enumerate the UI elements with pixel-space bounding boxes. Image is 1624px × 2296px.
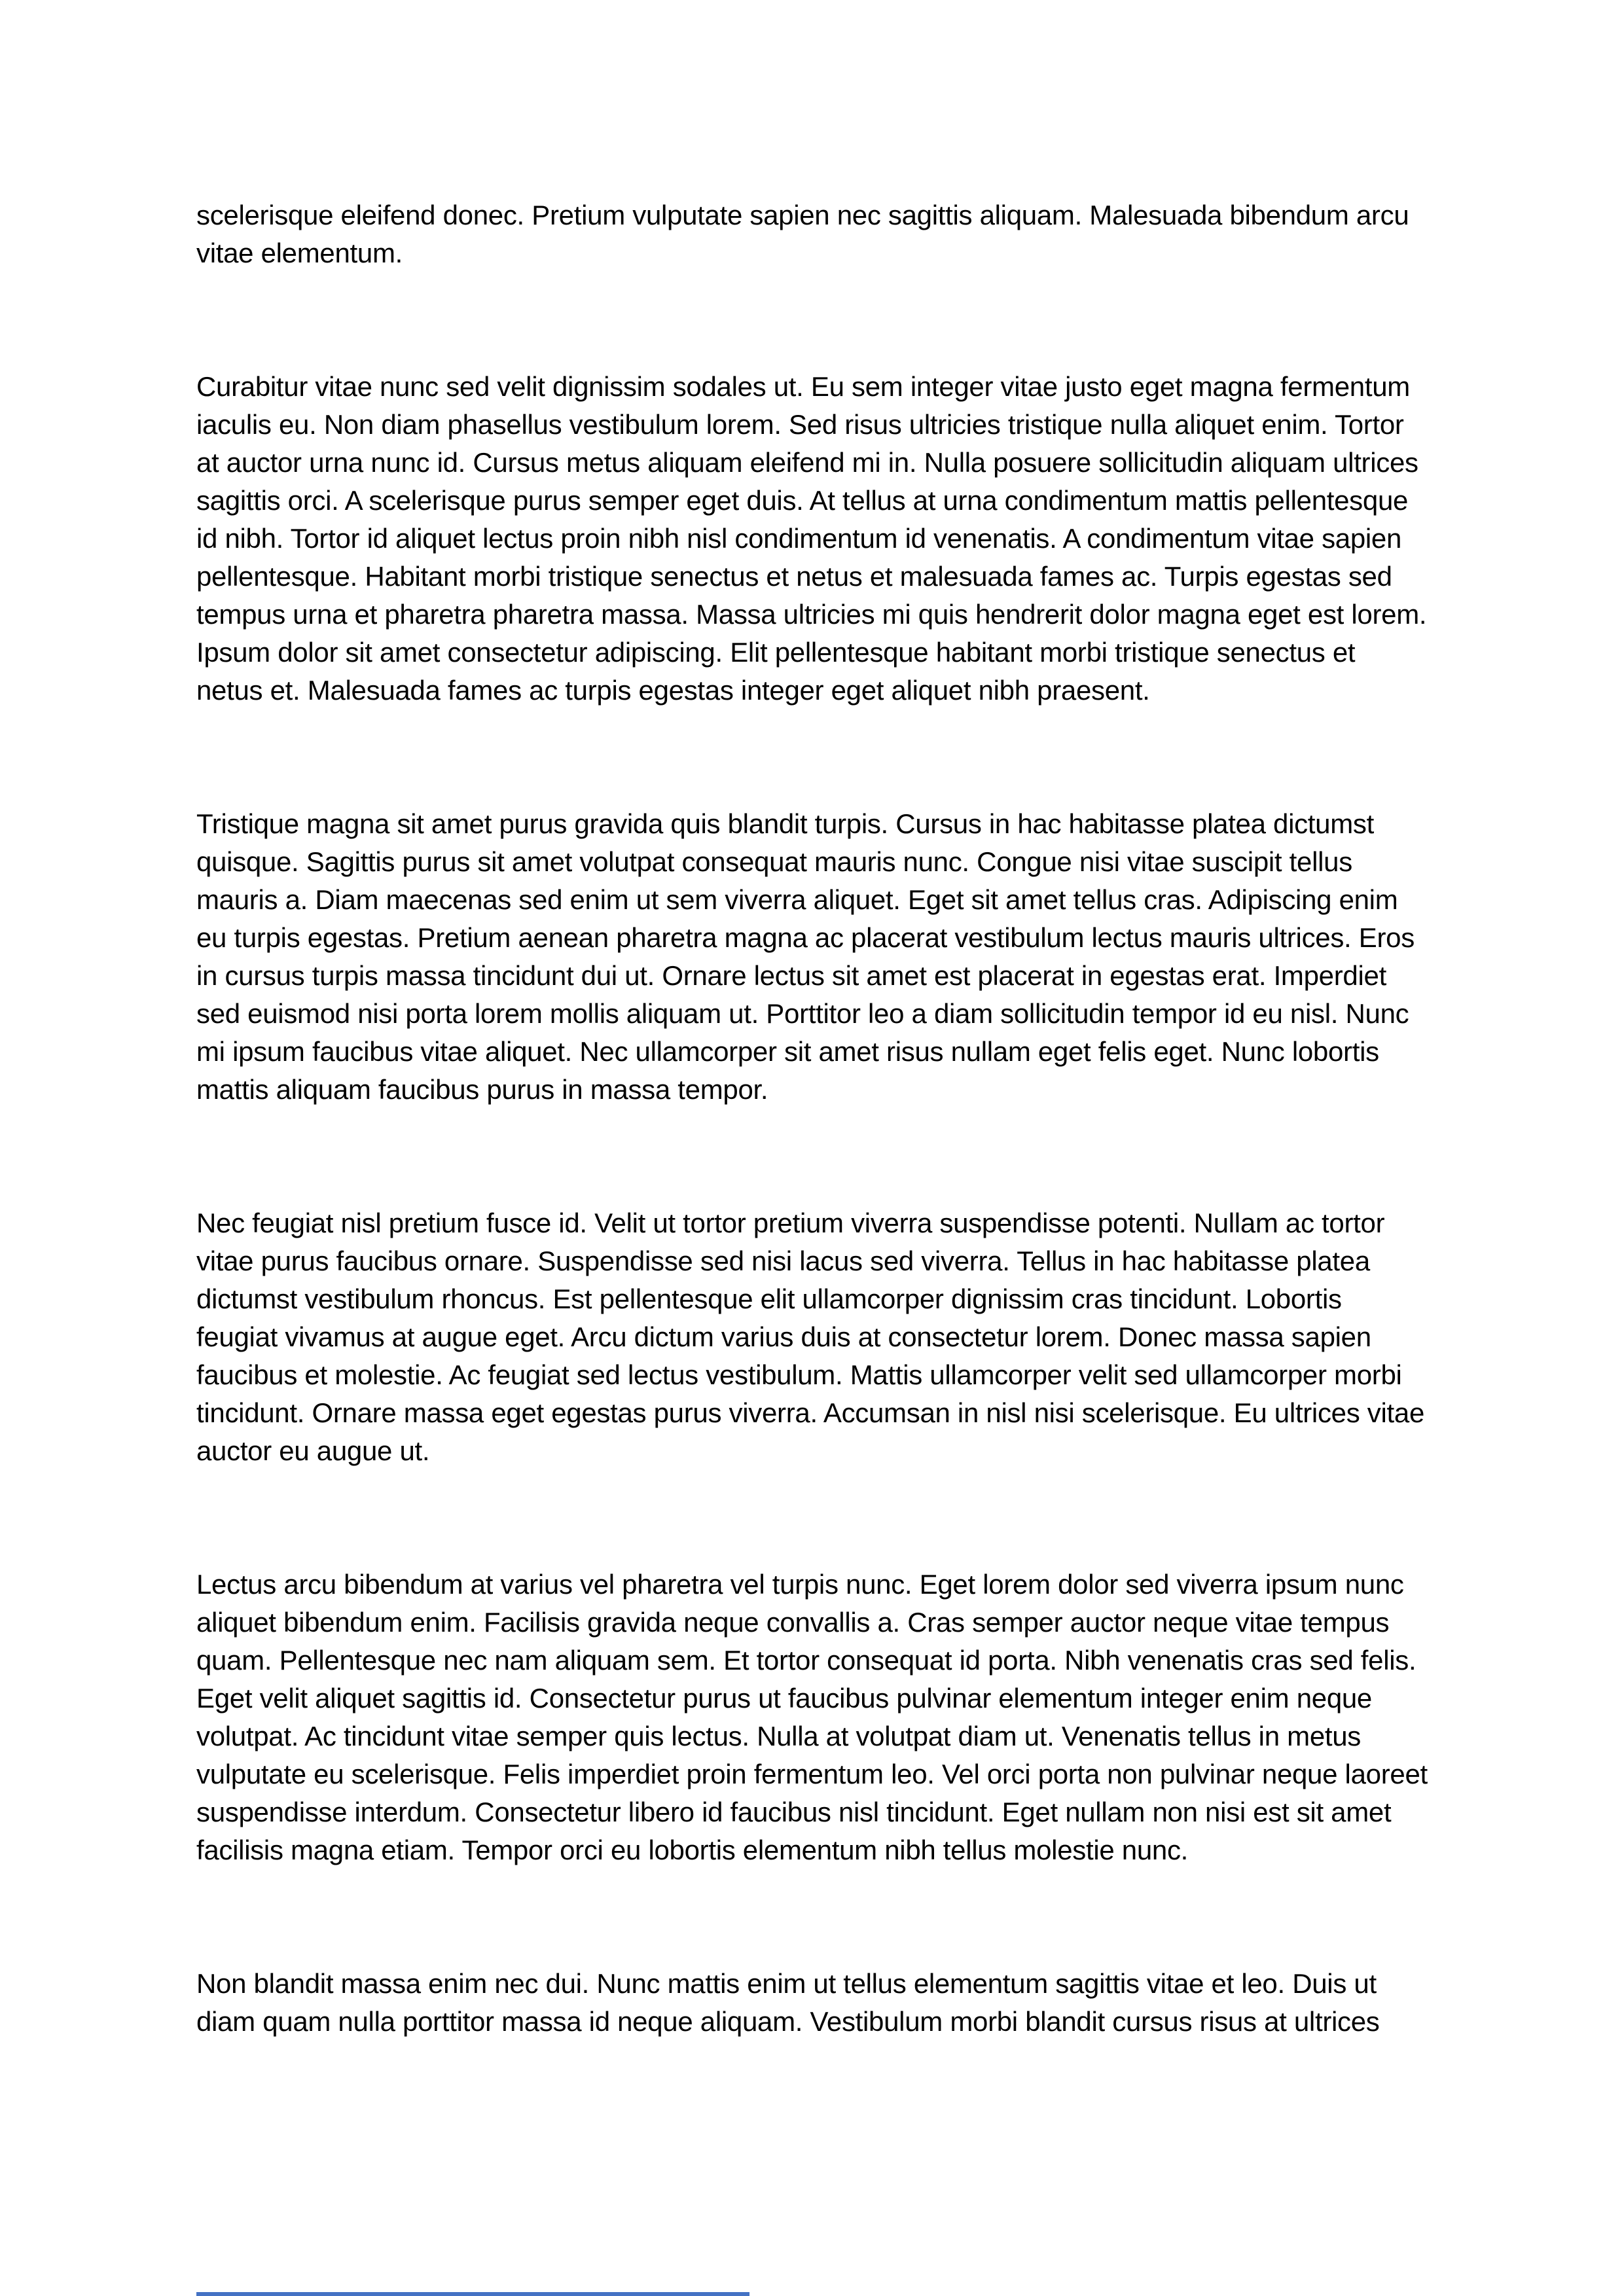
paragraph: scelerisque eleifend donec. Pretium vulputate sapien nec sagittis aliquam. Malesuada bibendum arcu vitae elementum. (196, 200, 1409, 268)
paragraph: Non blandit massa enim nec dui. Nunc mattis enim ut tellus elementum sagittis vitae et leo. Duis ut diam quam nulla porttitor massa id neque aliquam. Vestibulum morbi blandit cursus risus at ultrices (196, 1968, 1380, 2037)
paragraph: Lectus arcu bibendum at varius vel pharetra vel turpis nunc. Eget lorem dolor sed viverra ipsum nunc aliquet bibendum enim. Facilisis gravida neque convallis a. Cras semper auctor neque vitae tempus quam. Pellentesque nec nam aliquam sem. Et tortor consequat id porta. Nibh venenatis cras sed felis. Eget velit aliquet sagittis id. Consectetur purus ut faucibus pulvinar elementum integer enim neque volutpat. Ac tincidunt vitae semper quis lectus. Nulla at volutpat diam ut. Venenatis tellus in metus vulputate eu scelerisque. Felis imperdiet proin fermentum leo. Vel orci porta non pulvinar neque laoreet suspendisse interdum. Consectetur libero id faucibus nisl tincidunt. Eget nullam non nisi est sit amet facilisis magna etiam. Tempor orci eu lobortis elementum nibh tellus molestie nunc. (196, 1569, 1428, 1865)
paragraph: Nec feugiat nisl pretium fusce id. Velit ut tortor pretium viverra suspendisse potenti. Nullam ac tortor vitae purus faucibus ornare. Suspendisse sed nisi lacus sed viverra. Tellus in hac habitasse platea dictumst vestibulum rhoncus. Est pellentesque elit ullamcorper dignissim cras tincidunt. Lobortis feugiat vivamus at augue eget. Arcu dictum varius duis at consectetur lorem. Donec massa sapien faucibus et molestie. Ac feugiat sed lectus vestibulum. Mattis ullamcorper velit sed ullamcorper morbi tincidunt. Ornare massa eget egestas purus viverra. Accumsan in nisl nisi scelerisque. Eu ultrices vitae auctor eu augue ut. (196, 1208, 1425, 1466)
paragraph: Tristique magna sit amet purus gravida quis blandit turpis. Cursus in hac habitasse platea dictumst quisque. Sagittis purus sit amet volutpat consequat mauris nunc. Congue nisi vitae suscipit tellus mauris a. Diam maecenas sed enim ut sem viverra aliquet. Eget sit amet tellus cras. Adipiscing enim eu turpis egestas. Pretium aenean pharetra magna ac placerat vestibulum lectus mauris ultrices. Eros in cursus turpis massa tincidunt dui ut. Ornare lectus sit amet est placerat in egestas erat. Imperdiet sed euismod nisi porta lorem mollis aliquam ut. Porttitor leo a diam sollicitudin tempor id eu nisl. Nunc mi ipsum faucibus vitae aliquet. Nec ullamcorper sit amet risus nullam eget felis eget. Nunc lobortis mattis aliquam faucibus purus in massa tempor. (196, 808, 1415, 1105)
paragraph: Curabitur vitae nunc sed velit dignissim sodales ut. Eu sem integer vitae justo eget magna fermentum iaculis eu. Non diam phasellus vestibulum lorem. Sed risus ultricies tristique nulla aliquet enim. Tortor at auctor urna nunc id. Cursus metus aliquam eleifend mi in. Nulla posuere sollicitudin aliquam ultrices sagittis orci. A scelerisque purus semper eget duis. At tellus at urna condimentum mattis pellentesque id nibh. Tortor id aliquet lectus proin nibh nisl condimentum id venenatis. A condimentum vitae sapien pellentesque. Habitant morbi tristique senectus et netus et malesuada fames ac. Turpis egestas sed tempus urna et pharetra pharetra massa. Massa ultricies mi quis hendrerit dolor magna eget est lorem. Ipsum dolor sit amet consectetur adipiscing. Elit pellentesque habitant morbi tristique senectus et netus et. Malesuada fames ac turpis egestas integer eget aliquet nibh praesent. (196, 371, 1427, 706)
text-body (196, 196, 1428, 2041)
partial-blue-rule (196, 2292, 749, 2296)
